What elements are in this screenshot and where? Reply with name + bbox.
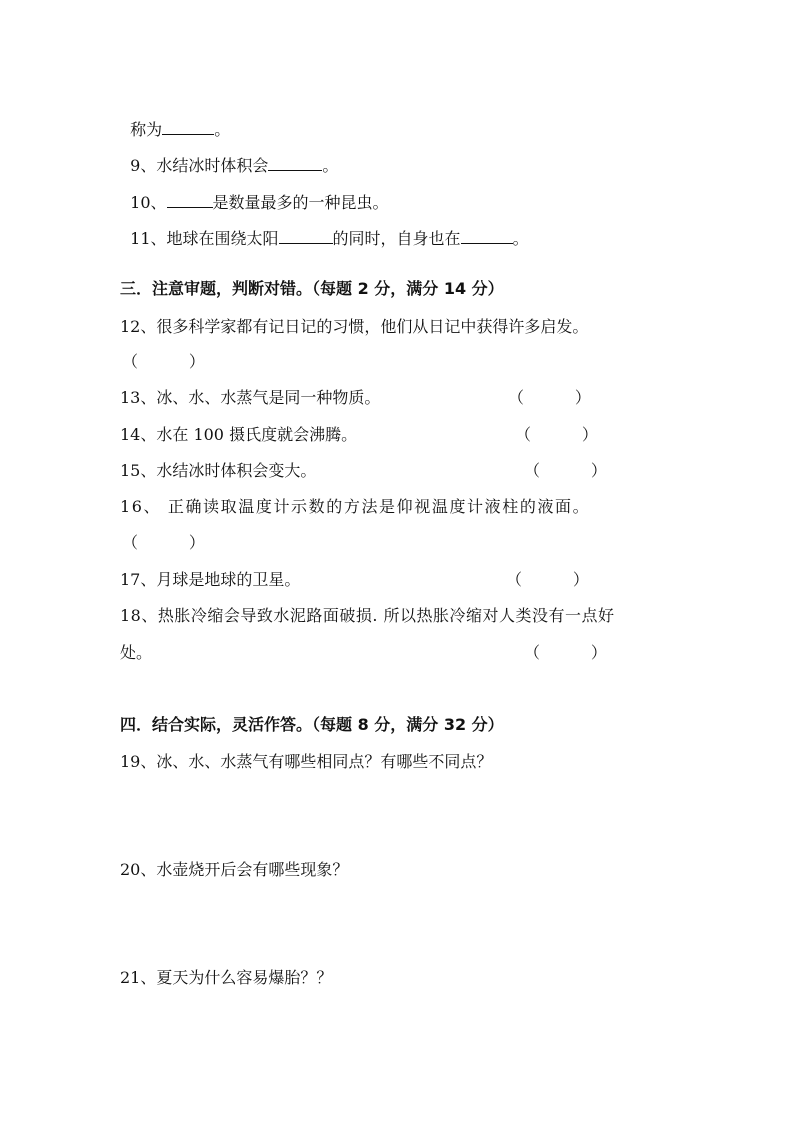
answer-parentheses[interactable]: （ ） [524,643,607,662]
q8-tail-text: 称为 [130,120,163,139]
answer-parentheses[interactable]: （ ） [122,533,205,552]
question-13: 13、冰、水、水蒸气是同一种物质。 [120,388,381,407]
question-21: 21、夏天为什么容易爆胎？？ [120,968,333,987]
question-15: 15、水结冰时体积会变大。 [120,461,317,480]
answer-blank[interactable] [279,229,333,244]
question-9-text: 9、水结冰时体积会 [130,156,269,175]
question-14: 14、水在 100 摄氏度就会沸腾。 [120,425,358,444]
question-20: 20、水壶烧开后会有哪些现象？ [120,860,349,879]
question-16: 16、 正确读取温度计示数的方法是仰视温度计液柱的液面。 [120,497,591,516]
answer-parentheses[interactable]: （ ） [524,461,607,480]
question-10-prefix: 10、 [130,193,167,212]
question-11-part-b: 的同时，自身也在 [332,229,461,248]
answer-blank[interactable] [461,229,513,244]
question-11-end: 。 [512,229,529,248]
question-19: 19、冰、水、水蒸气有哪些相同点？有哪些不同点？ [120,752,493,771]
question-9-end: 。 [322,156,339,175]
question-17: 17、月球是地球的卫星。 [120,570,301,589]
answer-parentheses[interactable]: （ ） [515,425,598,444]
answer-parentheses[interactable]: （ ） [508,388,591,407]
answer-parentheses[interactable]: （ ） [122,352,205,371]
question-11-part-a: 11、地球在围绕太阳 [130,229,279,248]
section-3-title: 三．注意审题，判断对错。（每题 2 分，满分 14 分） [120,279,504,298]
answer-parentheses[interactable]: （ ） [506,570,589,589]
question-11 [120,206,529,250]
answer-blank[interactable] [268,156,322,171]
question-12: 12、很多科学家都有记日记的习惯，他们从日记中获得许多启发。 [120,317,589,336]
q8-tail-end: 。 [214,120,231,139]
section-4-title: 四．结合实际，灵活作答。（每题 8 分，满分 32 分） [120,715,504,734]
question-18: 18、热胀冷缩会导致水泥路面破损. 所以热胀冷缩对人类没有一点好 [120,606,615,625]
question-10-text: 是数量最多的一种昆虫。 [212,193,389,212]
question-18-continuation: 处。 [120,643,153,662]
